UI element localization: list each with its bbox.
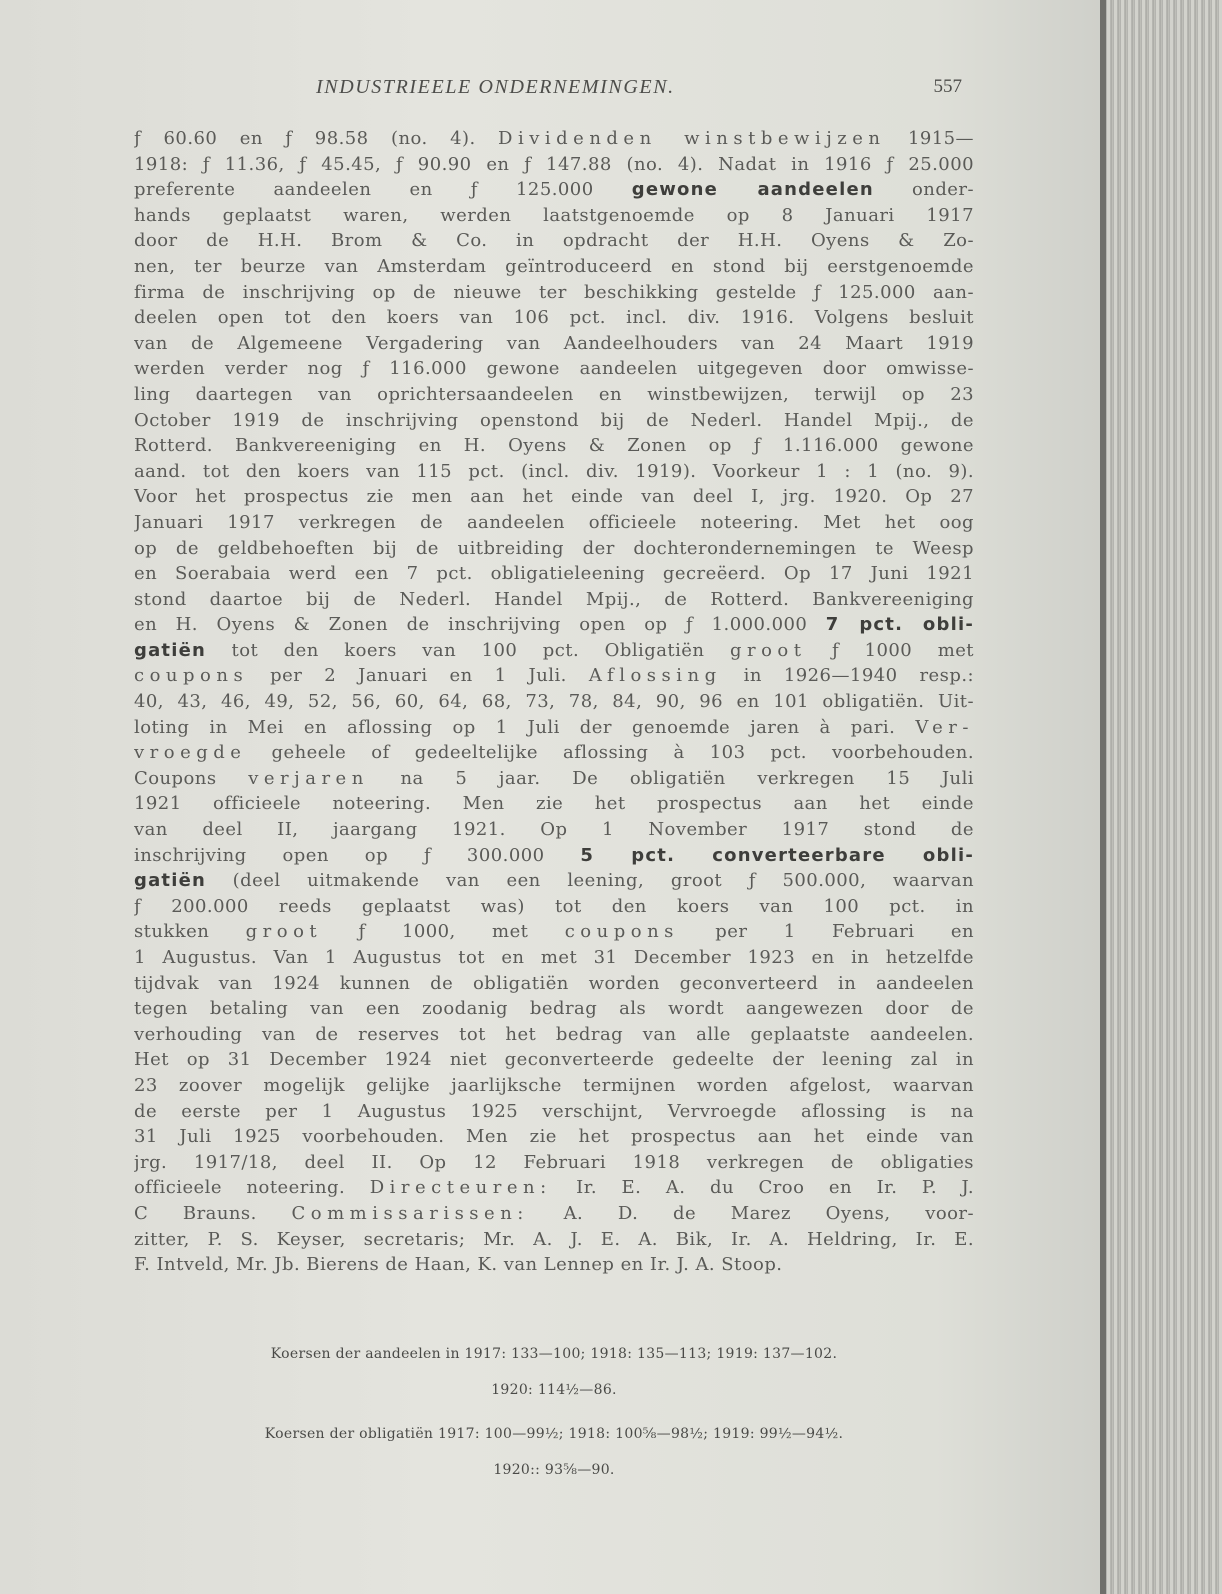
text-run: ƒ 1000, met [322,921,565,943]
text-line [134,843,974,869]
text-run: van de Algemeene Vergadering van Aandeelhouders van 24 Maart 1919 [134,332,974,354]
text-run: loting in Mei en aflossing op 1 Juli der genoemde jaren à pari. [134,716,916,738]
text-run: zitter, P. S. Keyser, secretaris; Mr. A. J. E. A. Bik, Ir. A. Heldring, Ir. E. [134,1228,974,1250]
text-line [134,945,974,971]
text-run: deelen open tot den koers van 106 pct. incl. div. 1916. Volgens besluit [134,307,974,329]
text-run: ƒ 1000 met [806,639,974,661]
text-run: Het op 31 December 1924 niet geconverteerde gedeelte der leening zal in [134,1049,974,1071]
quote-block-3: Koersen der obligatiën 1917: 100—99½; 1918: 100⅝—98½; 1919: 99½—94½. [264,1426,844,1442]
text-run: 31 Juli 1925 voorbehouden. Men zie het prospectus aan het einde van [134,1126,974,1148]
text-run: geheele of gedeeltelijke aflossing à 103 pct. voorbehouden. [246,742,974,764]
text-run: in 1926—1940 resp.: [721,665,974,687]
text-run: ling daartegen van oprichtersaandeelen en winstbewijzen, terwijl op 23 [134,383,974,405]
text-run: hands geplaatst waren, werden laatstgenoemde op 8 Januari 1917 [134,204,974,226]
spaced-term: Ver- [915,716,974,738]
text-run: aand. tot den koers van 115 pct. (incl. div. 1919). Voorkeur 1 : 1 (no. 9). [134,460,974,482]
text-line [134,1150,974,1176]
text-run: en Soerabaia werd een 7 pct. obligatieleening gecreëerd. Op 17 Juni 1921 [134,563,974,585]
quote-block: Koersen der aandeelen in 1917: 133—100; 1918: 135—113; 1919: 137—102. [270,1346,838,1362]
bold-term: 5 pct. converteerbare obli- [580,844,974,866]
bold-term: gewone aandeelen [631,179,874,201]
text-run: en H. Oyens & Zonen de inschrijving open op ƒ 1.000.000 [134,614,826,636]
text-line [134,228,974,254]
spaced-term: Dividenden winstbewijzen [498,128,886,149]
bold-term: gatiën [134,870,207,892]
spaced-term: Commissarissen: [291,1202,529,1224]
text-run: stond daartoe bij de Nederl. Handel Mpij., de Rotterd. Bankvereeniging [134,588,974,610]
text-line [134,971,974,997]
text-line [134,766,974,792]
text-run: 1918: ƒ 11.36, ƒ 45.45, ƒ 90.90 en ƒ 147.88 (no. 4). Nadat in 1916 ƒ 25.000 [134,153,974,175]
text-run: officieele noteering. [134,1177,370,1199]
text-run: per 2 Januari en 1 Juli. [248,665,589,687]
text-line [134,408,974,434]
text-run: Rotterd. Bankvereeniging en H. Oyens & Zonen op ƒ 1.116.000 gewone [134,435,974,457]
text-line [134,1022,974,1048]
text-line [134,152,974,178]
text-run: van deel II, jaargang 1921. Op 1 November 1917 stond de [134,819,974,841]
text-line [134,459,974,485]
text-line [134,868,974,894]
spaced-term: coupons [564,921,679,943]
text-run: C Brauns. [134,1202,292,1224]
text-line [134,1175,974,1201]
text-line [134,126,974,152]
text-line [134,305,974,331]
quote-block-2: 1920: 114½—86. [491,1382,617,1398]
text-run: A. D. de Marez Oyens, voor- [528,1202,974,1224]
text-run: Coupons [134,767,249,789]
spaced-term: Directeuren: [369,1177,552,1199]
text-line [134,536,974,562]
text-run: jrg. 1917/18, deel II. Op 12 Februari 1918 verkregen de obligaties [134,1151,974,1173]
text-line [134,254,974,280]
text-run: ƒ 200.000 reeds geplaatst was) tot den koers van 100 pct. in [134,895,974,917]
text-run: (deel uitmakende van een leening, groot ƒ 500.000, waarvan [206,870,974,892]
spaced-term: coupons [134,665,249,687]
bold-term: gatiën [134,639,207,661]
quote-block-4: 1920:: 93⅝—90. [493,1462,615,1478]
text-line [134,177,974,203]
spaced-term: groot [245,921,323,943]
text-line [134,817,974,843]
text-line [134,433,974,459]
page-header [138,76,962,102]
text-run: Voor het prospectus zie men aan het einde van deel I, jrg. 1920. Op 27 [134,486,974,508]
text-line [134,331,974,357]
text-line [134,280,974,306]
text-run: werden verder nog ƒ 116.000 gewone aandeelen uitgegeven door omwisse- [134,358,974,380]
text-line [134,382,974,408]
text-run: tijdvak van 1924 kunnen de obligatiën worden geconverteerd in aandeelen [134,972,974,994]
text-run: preferente aandeelen en ƒ 125.000 [134,179,632,201]
text-line [134,689,974,715]
text-run: de eerste per 1 Augustus 1925 verschijnt, Vervroegde aflossing is na [134,1100,974,1122]
text-line [134,1201,974,1227]
spaced-term: vroegde [134,742,247,764]
text-run: verhouding van de reserves tot het bedrag van alle geplaatste aandeelen. [134,1023,974,1045]
text-run: onder- [873,179,974,201]
text-run: stukken [134,921,246,943]
page-gutter-shadow [1100,0,1106,1594]
text-line [134,587,974,613]
text-line [134,356,974,382]
text-line [134,561,974,587]
text-run: 1921 officieele noteering. Men zie het prospectus aan het einde [134,793,974,815]
text-run: October 1919 de inschrijving openstond bij de Nederl. Handel Mpij., de [134,409,974,431]
text-line [134,1227,974,1253]
text-line [134,510,974,536]
text-run: 23 zoover mogelijk gelijke jaarlijksche termijnen worden afgelost, waarvan [134,1074,974,1096]
text-line [134,791,974,817]
text-line [134,612,974,638]
text-line [134,715,974,741]
text-run: tot den koers van 100 pct. Obligatiën [206,639,730,661]
text-run: inschrijving open op ƒ 300.000 [134,844,581,866]
text-run: 40, 43, 46, 49, 52, 56, 60, 64, 68, 73, 78, 84, 90, 96 en 101 obligatiën. Uit- [134,691,974,713]
text-line [134,1124,974,1150]
text-line [134,663,974,689]
text-run: per 1 Februari en [678,921,974,943]
text-line [134,1047,974,1073]
text-run: na 5 jaar. De obligatiën verkregen 15 Juli [368,767,974,789]
text-line [134,919,974,945]
page-number: 557 [933,76,962,97]
text-line [134,638,974,664]
text-line [134,484,974,510]
text-run: door de H.H. Brom & Co. in opdracht der H.H. Oyens & Zo- [134,230,974,252]
text-run: F. Intveld, Mr. Jb. Bierens de Haan, K. van Lennep en Ir. J. A. Stoop. [134,1254,783,1276]
text-run: Januari 1917 verkregen de aandeelen officieele noteering. Met het oog [134,511,974,533]
text-line [134,1073,974,1099]
text-run: nen, ter beurze van Amsterdam geïntroduceerd en stond bij eerstgenoemde [134,255,974,277]
spaced-term: Aflossing [588,665,722,687]
text-run: ƒ 60.60 en ƒ 98.58 (no. 4). [134,128,499,149]
body-text [134,126,974,1278]
text-run: op de geldbehoeften bij de uitbreiding der dochterondernemingen te Weesp [134,537,974,559]
text-run: tegen betaling van een zoodanig bedrag als wordt aangewezen door de [134,998,974,1020]
text-run: 1915— [885,128,974,149]
spaced-term: verjaren [248,767,369,789]
text-line [134,1252,974,1278]
bold-term: 7 pct. obli- [825,614,974,636]
text-run: firma de inschrijving op de nieuwe ter beschikking gestelde ƒ 125.000 aan- [134,281,974,303]
text-line [134,996,974,1022]
page-stack-edge [1100,0,1222,1594]
running-title: INDUSTRIEELE ONDERNEMINGEN. [316,76,675,98]
text-line [134,203,974,229]
text-line [134,740,974,766]
text-line [134,894,974,920]
text-line [134,1099,974,1125]
spaced-term: groot [729,639,807,661]
text-run: 1 Augustus. Van 1 Augustus tot en met 31 December 1923 en in hetzelfde [134,947,974,968]
text-run: Ir. E. A. du Croo en Ir. P. J. [551,1177,974,1199]
